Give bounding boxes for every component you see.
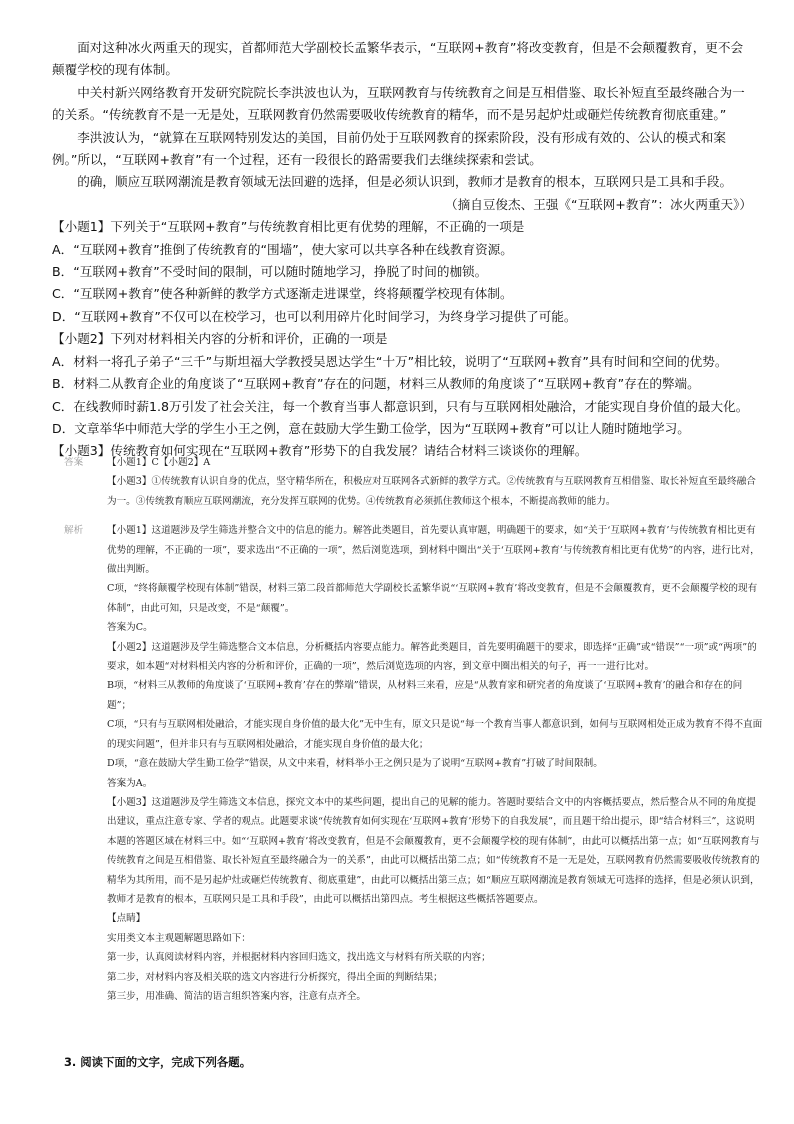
analysis-line: 实用类文本主观题解题思路如下：	[107, 932, 251, 944]
question-2-option-c: C．在线教师时薪1.8万引发了社会关注，每一个教育当事人都意识到，只有与互联网相处融洽，才能实现自身价值的最大化。	[52, 398, 749, 414]
next-question-heading: 3. 阅读下面的文字，完成下列各题。	[64, 1055, 252, 1069]
answer-line: 【小题3】①传统教育认识自身的优点，坚守精华所在，积极应对互联网各式新鲜的教学方式。②传统教育与互联网教育互相借鉴、取长补短直至最终融合为一。③传统教育顺应互联网潮流，充分发挥互联网的优势。④传统教育必须抓住教师这个根本，不断提高教师的能力。	[107, 476, 756, 507]
analysis-line: B项，“材料三从教师的角度谈了‘互联网+教育’存在的弊端”错误，从材料三来看，应是“从教育家和研究者的角度谈了‘互联网+教育’的融合和存在的问题”；	[107, 680, 743, 711]
question-3-stem: 【小题3】传统教育如何实现在“互联网+教育”形势下的自我发展？请结合材料三谈谈你的理解。	[52, 443, 588, 459]
question-2-stem: 【小题2】下列对材料相关内容的分析和评价，正确的一项是	[52, 331, 388, 347]
passage-paragraph: 面对这种冰火两重天的现实，首都师范大学副校长孟繁华表示，“互联网+教育”将改变教育，但是不会颠覆教育，更不会颠覆学校的现有体制。	[52, 40, 744, 78]
answer-label: 答案	[64, 457, 84, 468]
analysis-line: 【小题1】这道题涉及学生筛选并整合文中的信息的能力。解答此类题目，首先要认真审题，明确题干的要求，如“关于‘互联网+教育’与传统教育相比更有优势的理解，不正确的一项”，要求选出“不正确的一项”，然后浏览选项，到材料中圈出“关于‘互联网+教育’与传统教育相比更有优势”的内容，进行比对，做出判断。	[107, 525, 760, 576]
question-1-stem: 【小题1】下列关于“互联网+教育”与传统教育相比更有优势的理解，不正确的一项是	[52, 219, 525, 235]
passage-source: （摘自豆俊杰、王强《“互联网+教育”：冰火两重天》）	[445, 196, 752, 212]
answer-body	[107, 453, 764, 511]
question-2-option-d: D．文章举华中师范大学的学生小王之例，意在鼓励大学生勤工俭学，因为“互联网+教育”可以让人随时随地学习。	[52, 420, 690, 436]
question-1-option-a: A．“互联网+教育”推倒了传统教育的“围墙”，使大家可以共享各种在线教育资源。	[52, 241, 513, 257]
analysis-line: 第三步，用准确、简洁的语言组织答案内容，注意有点齐全。	[107, 990, 367, 1002]
answer-line: 【小题1】C【小题2】A	[107, 457, 211, 468]
passage-paragraph: 的确，顺应互联网潮流是教育领域无法回避的选择，但是必须认识到，教师才是教育的根本，互联网只是工具和手段。	[77, 174, 733, 190]
analysis-section	[64, 521, 764, 1006]
analysis-line: 答案为C。	[107, 622, 153, 634]
question-1-option-d: D．“互联网+教育”不仅可以在校学习，也可以利用碎片化时间学习，为终身学习提供了可能。	[52, 308, 577, 324]
question-1-option-c: C．“互联网+教育”使各种新鲜的教学方式逐渐走进课堂，终将颠覆学校现有体制。	[52, 286, 513, 302]
passage-paragraph: 李洪波认为，“就算在互联网特别发达的美国，目前仍处于互联网教育的探索阶段，没有形成有效的、公认的模式和案例。”所以，“互联网+教育”有一个过程，还有一段很长的路需要我们去继续探索和尝试。	[52, 129, 726, 168]
analysis-line: C项，“只有与互联网相处融洽，才能实现自身价值的最大化”无中生有，原文只是说“每一个教育当事人都意识到，如何与互联网相处正成为教育不得不直面的现实问题”，但并非只有与互联网相处融洽，才能实现自身价值的最大化；	[107, 719, 763, 750]
analysis-line: D项，“意在鼓励大学生勤工俭学”错误，从文中来看，材料举小王之例只是为了说明“互联网+教育”打破了时间限制。	[107, 758, 603, 770]
analysis-label: 解析	[64, 525, 84, 537]
analysis-body	[107, 521, 764, 1006]
analysis-line: 【小题3】这道题涉及学生筛选文本信息，探究文本中的某些问题，提出自己的见解的能力。答题时要结合文中的内容概括要点，然后整合从不同的角度提出建议，重点注意专家、学者的观点。此题要求谈“传统教育如何实现在‘互联网+教育’形势下的自我发展”，而且题干给出提示，即“结合材料三”，这说明本题的答题区域在材料三中。如“‘互联网+教育’将改变教育，但是不会颠覆教育，更不会颠覆学校的现有体制”，由此可以概括出第一点；如“互联网教育与传统教育之间是互相借鉴、取长补短直至最终融合为一的关系”，由此可以概括出第二点；如“传统教育不是一无是处，互联网教育仍然需要吸收传统教育的精华为其所用，而不是另起炉灶或砸烂传统教育、彻底重建”，由此可以概括出第三点；如“顺应互联网潮流是教育领域无可选择的选择，但是必须认识到，教师才是教育的根本，互联网只是工具和手段”，由此可以概括出第四点。考生根据这些概括答题要点。	[107, 796, 760, 905]
question-1-option-b: B．“互联网+教育”不受时间的限制，可以随时随地学习，挣脱了时间的枷锁。	[52, 264, 488, 280]
analysis-line: 【点睛】	[107, 913, 146, 925]
passage-and-questions	[52, 37, 752, 463]
analysis-line: 第一步，认真阅读材料内容，并根据材料内容回归选文，找出选文与材料有所关联的内容；	[107, 952, 491, 964]
analysis-line: C项，“终将颠覆学校现有体制”错误，材料三第二段首都师范大学副校长孟繁华说“‘互联网+教育’将改变教育，但是不会颠覆教育，更不会颠覆学校的现有体制”，由此可知，只是改变，不是“颠覆”。	[107, 583, 758, 614]
answer-section	[64, 453, 764, 511]
answer-and-analysis	[64, 453, 764, 1006]
question-2-option-a: A．材料一将孔子弟子“三千”与斯坦福大学教授吴恩达学生“十万”相比较，说明了“互联网+教育”具有时间和空间的优势。	[52, 353, 728, 369]
analysis-line: 答案为A。	[107, 777, 153, 789]
question-2-option-b: B．材料二从教育企业的角度谈了“互联网+教育”存在的问题，材料三从教师的角度谈了“互联网+教育”存在的弊端。	[52, 376, 700, 392]
analysis-line: 【小题2】这道题涉及学生筛选整合文本信息，分析概括内容要点能力。解答此类题目，首先要明确题干的要求，即选择“正确”或“错误”“一项”或“两项”的要求，如本题“对材料相关内容的分析和评价，正确的一项”，然后浏览选项的内容，到文章中圈出相关的句子，再一一进行比对。	[107, 641, 757, 673]
analysis-line: 第二步，对材料内容及相关联的选文内容进行分析探究，得出全面的判断结果；	[107, 971, 443, 983]
passage-paragraph: 中关村新兴网络教育开发研究院院长李洪波也认为，互联网教育与传统教育之间是互相借鉴、取长补短直至最终融合为一的关系。“传统教育不是一无是处，互联网教育仍然需要吸收传统教育的精华，而不是另起炉灶或砸烂传统教育彻底重建。”	[52, 84, 745, 123]
